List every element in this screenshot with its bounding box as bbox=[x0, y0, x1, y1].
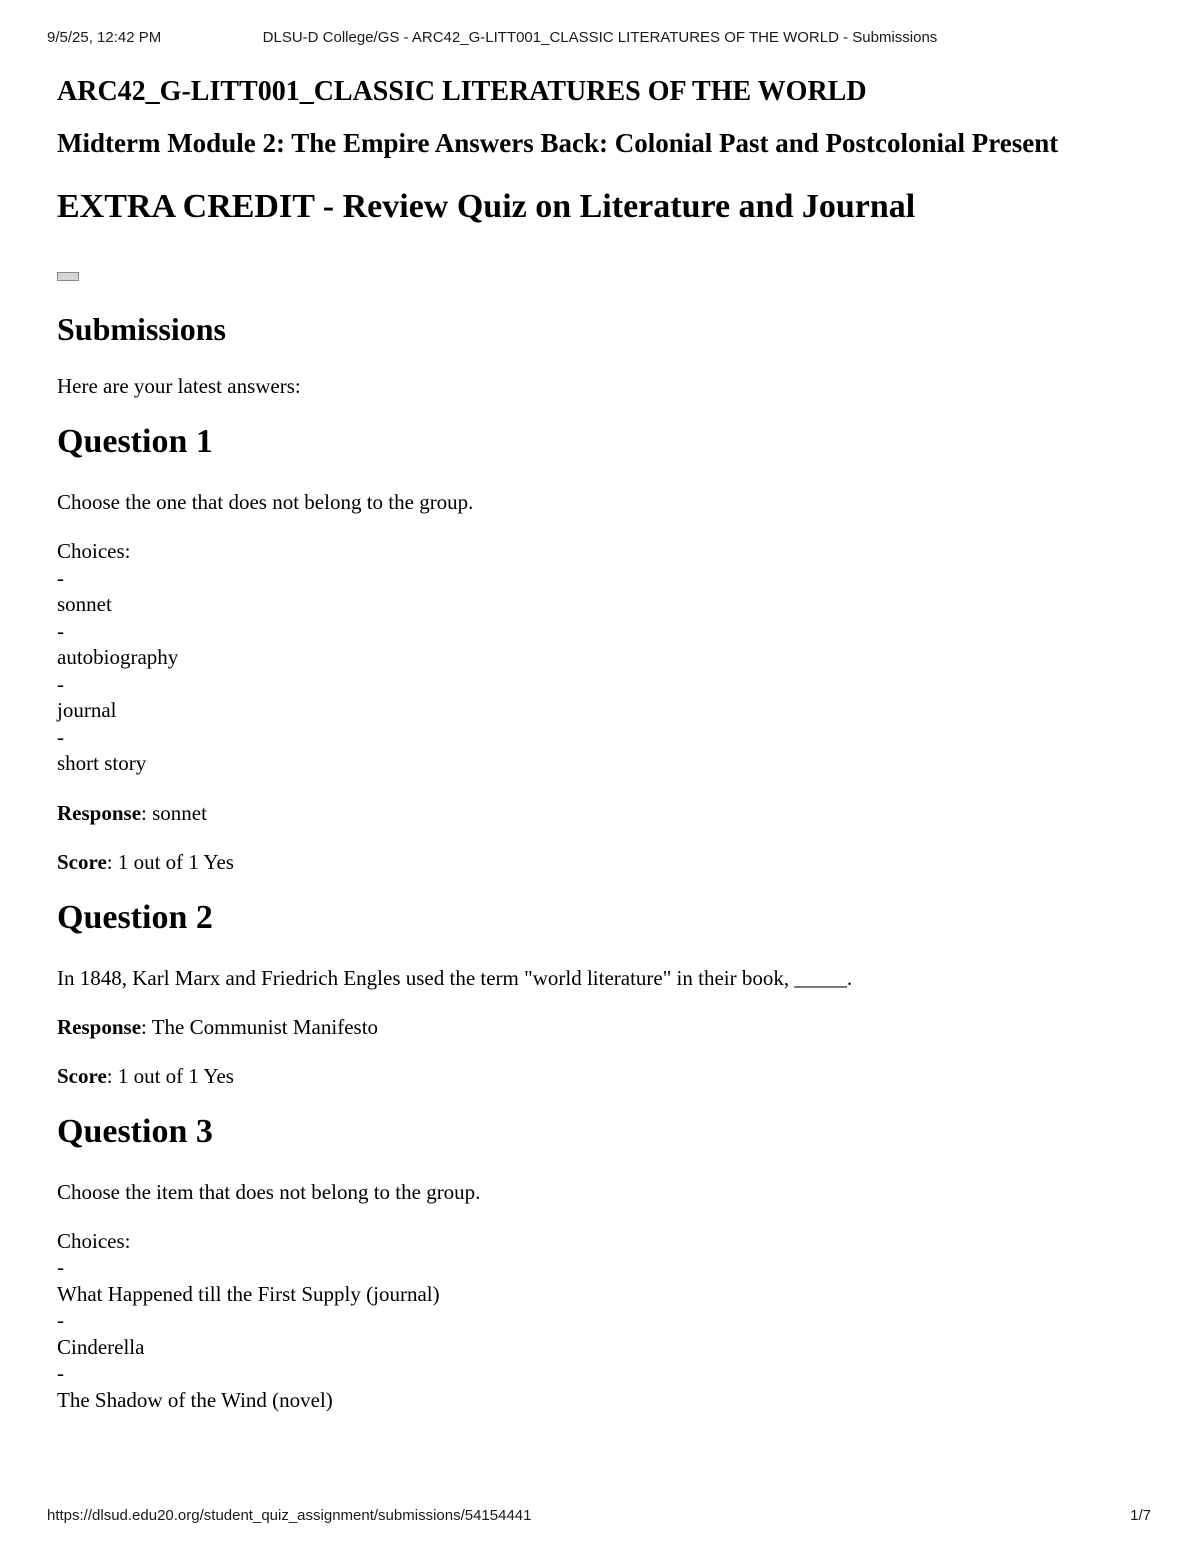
choice-bullet: - bbox=[57, 1308, 64, 1332]
main-content bbox=[57, 75, 1147, 1436]
choice-item: short story bbox=[57, 751, 147, 775]
score-label: Score bbox=[57, 849, 107, 874]
question-heading: Question 1 bbox=[57, 423, 213, 460]
score-value: : 1 out of 1 Yes bbox=[106, 1063, 234, 1088]
print-header-datetime: 9/5/25, 12:42 PM bbox=[47, 29, 162, 46]
print-footer-url: https://dlsud.edu20.org/student_quiz_assignment/submissions/54154441 bbox=[47, 1507, 532, 1524]
choice-bullet: - bbox=[57, 671, 64, 696]
response-value: : sonnet bbox=[141, 800, 207, 825]
question-prompt: In 1848, Karl Marx and Friedrich Engles used the term "world literature" in their book, _____. bbox=[57, 965, 853, 990]
response-label: Response bbox=[57, 800, 142, 825]
question-heading: Question 3 bbox=[57, 1112, 213, 1150]
question-1 bbox=[57, 422, 1147, 875]
response-label: Response bbox=[57, 1014, 142, 1039]
choice-item: journal bbox=[57, 698, 117, 722]
choice-bullet: - bbox=[57, 1255, 64, 1279]
choice-item: Cinderella bbox=[57, 1334, 145, 1359]
question-heading: Question 2 bbox=[57, 898, 213, 936]
choice-item: autobiography bbox=[57, 645, 179, 669]
module-title: Midterm Module 2: The Empire Answers Back: Colonial Past and Postcolonial Present bbox=[57, 128, 1059, 158]
response-line bbox=[57, 1014, 1147, 1040]
score-line bbox=[57, 1063, 1147, 1089]
choice-bullet: - bbox=[57, 565, 64, 590]
print-header-title: DLSU-D College/GS - ARC42_G-LITT001_CLASSIC LITERATURES OF THE WORLD - Submissions bbox=[262, 29, 938, 46]
score-line bbox=[57, 849, 1147, 875]
submissions-heading: Submissions bbox=[57, 311, 226, 347]
choice-bullet: - bbox=[57, 724, 64, 749]
choice-bullet: - bbox=[57, 618, 64, 643]
quiz-title: EXTRA CREDIT - Review Quiz on Literature and Journal bbox=[57, 188, 916, 225]
question-2 bbox=[57, 898, 1147, 1089]
choice-item: sonnet bbox=[57, 592, 112, 616]
score-label: Score bbox=[57, 1063, 107, 1088]
choices-list bbox=[57, 538, 1147, 777]
broken-image-icon bbox=[57, 272, 79, 281]
response-value: : The Communist Manifesto bbox=[141, 1014, 379, 1039]
response-line bbox=[57, 800, 1147, 826]
choice-item: The Shadow of the Wind (novel) bbox=[57, 1387, 333, 1412]
intro-text: Here are your latest answers: bbox=[57, 374, 301, 398]
question-3 bbox=[57, 1112, 1147, 1414]
choice-bullet: - bbox=[57, 1361, 64, 1385]
choices-list bbox=[57, 1228, 1147, 1414]
print-footer-page-number: 1/7 bbox=[1130, 1507, 1151, 1524]
choices-label: Choices: bbox=[57, 539, 131, 563]
question-prompt: Choose the one that does not belong to the group. bbox=[57, 490, 474, 514]
choice-item: What Happened till the First Supply (journal) bbox=[57, 1281, 440, 1306]
course-title: ARC42_G-LITT001_CLASSIC LITERATURES OF THE WORLD bbox=[57, 76, 867, 107]
choices-label: Choices: bbox=[57, 1228, 131, 1253]
question-prompt: Choose the item that does not belong to the group. bbox=[57, 1179, 481, 1204]
score-value: : 1 out of 1 Yes bbox=[106, 849, 234, 874]
